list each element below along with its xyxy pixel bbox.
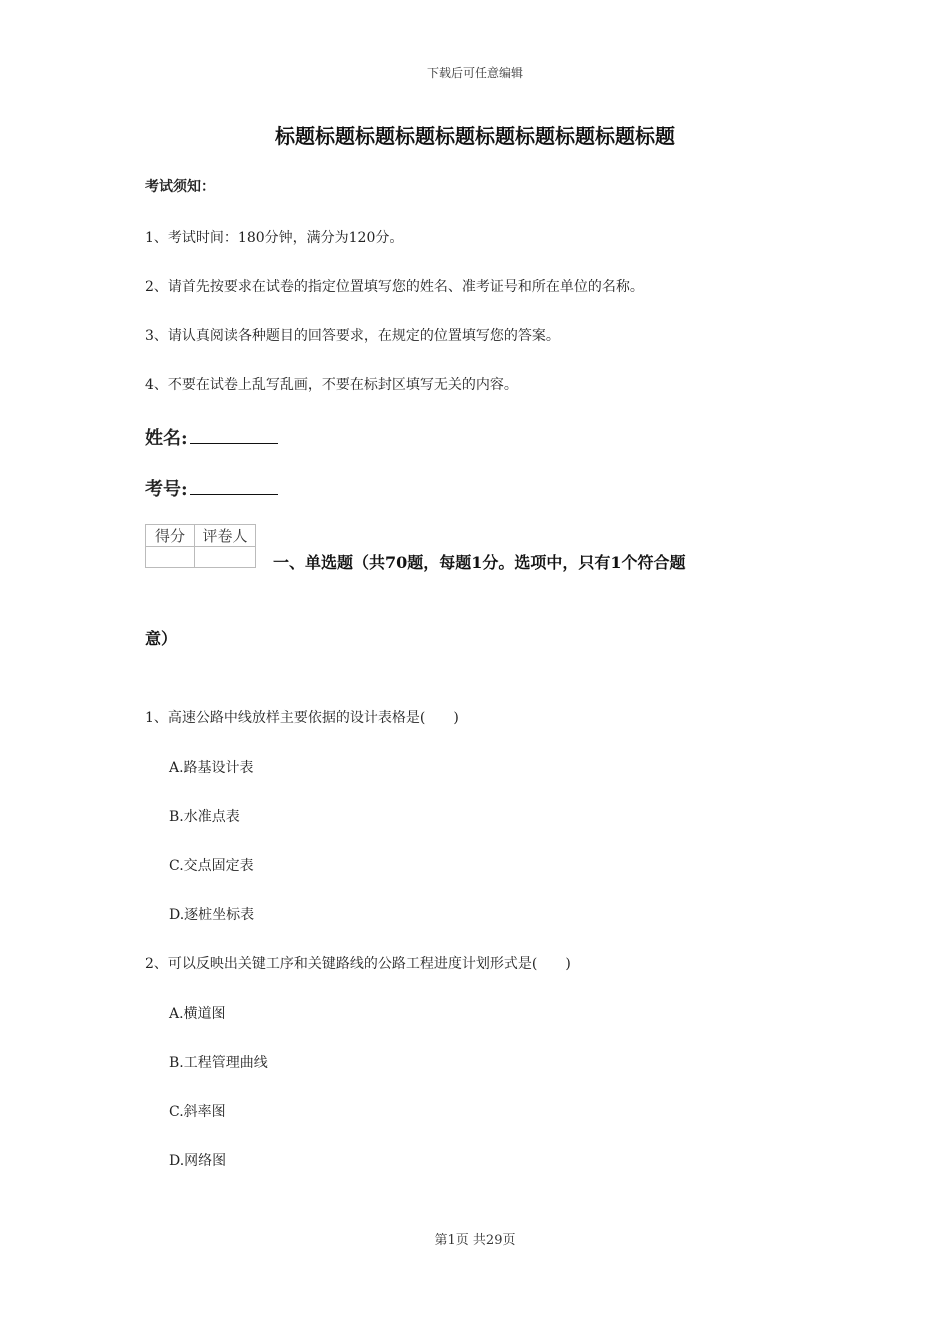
question-1: 1、高速公路中线放样主要依据的设计表格是( ): [145, 710, 459, 726]
exam-id-label: 考号:: [145, 479, 188, 500]
question-1-option-c[interactable]: C.交点固定表: [169, 858, 254, 874]
grader-header: 评卷人: [195, 525, 256, 547]
question-1-option-d[interactable]: D.逐桩坐标表: [169, 907, 255, 923]
notice-item: 1、考试时间：180分钟，满分为120分。: [145, 230, 404, 246]
section-title-continued: 意）: [145, 629, 178, 648]
exam-id-blank-line[interactable]: [190, 476, 278, 495]
page-footer: 第1页 共29页: [434, 1233, 516, 1248]
name-blank-line[interactable]: [190, 425, 278, 444]
notice-item: 2、请首先按要求在试卷的指定位置填写您的姓名、准考证号和所在单位的名称。: [145, 279, 644, 295]
question-2-option-a[interactable]: A.横道图: [169, 1006, 226, 1022]
notice-heading: 考试须知：: [145, 179, 215, 195]
section-title: 一、单选题（共70题，每题1分。选项中，只有1个符合题: [273, 553, 686, 572]
question-2-option-d[interactable]: D.网络图: [169, 1153, 227, 1169]
name-label: 姓名:: [145, 428, 188, 449]
question-1-option-b[interactable]: B.水准点表: [169, 809, 240, 825]
question-1-option-a[interactable]: A.路基设计表: [169, 760, 254, 776]
score-table: [145, 524, 256, 568]
question-2: 2、可以反映出关键工序和关键路线的公路工程进度计划形式是( ): [145, 956, 571, 972]
notice-item: 4、不要在试卷上乱写乱画，不要在标封区填写无关的内容。: [145, 377, 518, 393]
question-2-option-b[interactable]: B.工程管理曲线: [169, 1055, 268, 1071]
question-2-option-c[interactable]: C.斜率图: [169, 1104, 226, 1120]
exam-id-field: [145, 475, 278, 501]
name-field: [145, 424, 278, 450]
grader-cell[interactable]: [195, 547, 256, 568]
document-title: 标题标题标题标题标题标题标题标题标题标题: [275, 124, 675, 148]
notice-item: 3、请认真阅读各种题目的回答要求，在规定的位置填写您的答案。: [145, 328, 560, 344]
score-header: 得分: [146, 525, 195, 547]
header-note: 下载后可任意编辑: [426, 66, 523, 80]
score-cell[interactable]: [146, 547, 195, 568]
